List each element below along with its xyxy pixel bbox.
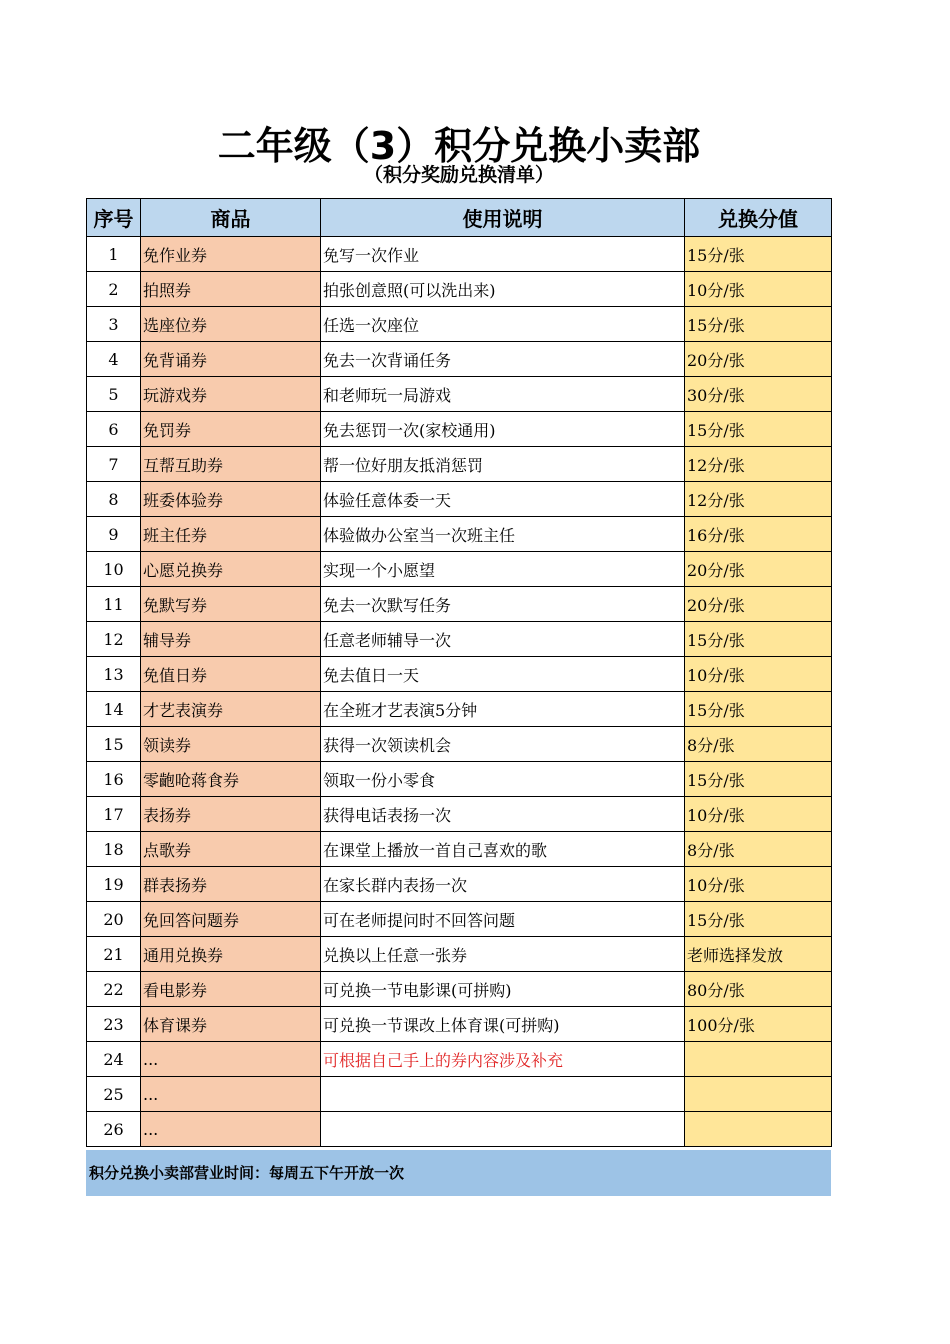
- item-name: 通用兑换券: [141, 937, 321, 972]
- item-description: 免去惩罚一次(家校通用): [321, 412, 685, 447]
- header-no: 序号: [87, 199, 141, 237]
- item-points: 15分/张: [685, 902, 832, 937]
- item-points: 100分/张: [685, 1007, 832, 1042]
- item-name: 免罚券: [141, 412, 321, 447]
- item-points: 12分/张: [685, 447, 832, 482]
- item-points: [685, 1042, 832, 1077]
- item-points: 15分/张: [685, 762, 832, 797]
- item-description: 领取一份小零食: [321, 762, 685, 797]
- item-name: 辅导券: [141, 622, 321, 657]
- table-row: [87, 412, 832, 447]
- row-number: 3: [87, 307, 141, 342]
- row-number: 20: [87, 902, 141, 937]
- table-row: [87, 902, 832, 937]
- item-description: 在课堂上播放一首自己喜欢的歌: [321, 832, 685, 867]
- item-description: 拍张创意照(可以洗出来): [321, 272, 685, 307]
- item-description: 任选一次座位: [321, 307, 685, 342]
- item-points: 15分/张: [685, 622, 832, 657]
- item-name: 互帮互助券: [141, 447, 321, 482]
- item-description: 在全班才艺表演5分钟: [321, 692, 685, 727]
- row-number: 7: [87, 447, 141, 482]
- row-number: 17: [87, 797, 141, 832]
- item-description: [321, 1077, 685, 1112]
- item-description: 免去一次默写任务: [321, 587, 685, 622]
- item-description: 兑换以上任意一张券: [321, 937, 685, 972]
- row-number: 11: [87, 587, 141, 622]
- item-name: 玩游戏券: [141, 377, 321, 412]
- row-number: 23: [87, 1007, 141, 1042]
- table-header-row: [87, 199, 832, 237]
- item-name: 领读券: [141, 727, 321, 762]
- row-number: 2: [87, 272, 141, 307]
- item-description: 免写一次作业: [321, 237, 685, 272]
- item-name: ...: [141, 1042, 321, 1077]
- row-number: 12: [87, 622, 141, 657]
- row-number: 22: [87, 972, 141, 1007]
- item-points: 15分/张: [685, 307, 832, 342]
- row-number: 15: [87, 727, 141, 762]
- row-number: 5: [87, 377, 141, 412]
- item-name: 体育课券: [141, 1007, 321, 1042]
- table-row: [87, 552, 832, 587]
- item-description: 体验任意体委一天: [321, 482, 685, 517]
- item-name: 点歌券: [141, 832, 321, 867]
- table-row: [87, 587, 832, 622]
- item-points: 20分/张: [685, 587, 832, 622]
- table-row: [87, 762, 832, 797]
- table-row: [87, 482, 832, 517]
- item-description: 在家长群内表扬一次: [321, 867, 685, 902]
- table-row: [87, 657, 832, 692]
- item-description: 可根据自己手上的券内容涉及补充: [321, 1042, 685, 1077]
- row-number: 6: [87, 412, 141, 447]
- item-description: 帮一位好朋友抵消惩罚: [321, 447, 685, 482]
- item-points: 20分/张: [685, 342, 832, 377]
- row-number: 1: [87, 237, 141, 272]
- table-row: [87, 1077, 832, 1112]
- item-points: [685, 1112, 832, 1147]
- item-points: 30分/张: [685, 377, 832, 412]
- item-name: 免值日券: [141, 657, 321, 692]
- table-row: [87, 1007, 832, 1042]
- item-name: 拍照券: [141, 272, 321, 307]
- table-row: [87, 237, 832, 272]
- item-points: 16分/张: [685, 517, 832, 552]
- item-points: 15分/张: [685, 237, 832, 272]
- item-points: 10分/张: [685, 657, 832, 692]
- table-row: [87, 447, 832, 482]
- item-points: 10分/张: [685, 272, 832, 307]
- item-description: 体验做办公室当一次班主任: [321, 517, 685, 552]
- row-number: 14: [87, 692, 141, 727]
- item-description: 可兑换一节课改上体育课(可拼购): [321, 1007, 685, 1042]
- row-number: 24: [87, 1042, 141, 1077]
- row-number: 26: [87, 1112, 141, 1147]
- item-name: 才艺表演券: [141, 692, 321, 727]
- page-subtitle: （积分奖励兑换清单）: [363, 164, 554, 186]
- row-number: 10: [87, 552, 141, 587]
- item-name: 免默写券: [141, 587, 321, 622]
- item-name: 表扬券: [141, 797, 321, 832]
- item-description: 获得电话表扬一次: [321, 797, 685, 832]
- item-points: 15分/张: [685, 412, 832, 447]
- row-number: 4: [87, 342, 141, 377]
- row-number: 9: [87, 517, 141, 552]
- item-description: 获得一次领读机会: [321, 727, 685, 762]
- header-item: 商品: [141, 199, 321, 237]
- table-row: [87, 832, 832, 867]
- item-points: 老师选择发放: [685, 937, 832, 972]
- item-points: [685, 1077, 832, 1112]
- business-hours-note: 积分兑换小卖部营业时间：每周五下午开放一次: [86, 1150, 831, 1196]
- table-row: [87, 1112, 832, 1147]
- item-name: 免背诵券: [141, 342, 321, 377]
- row-number: 19: [87, 867, 141, 902]
- item-name: 免回答问题券: [141, 902, 321, 937]
- item-points: 10分/张: [685, 867, 832, 902]
- row-number: 16: [87, 762, 141, 797]
- table-body: [87, 237, 832, 1147]
- item-description: 可兑换一节电影课(可拼购): [321, 972, 685, 1007]
- item-description: 和老师玩一局游戏: [321, 377, 685, 412]
- row-number: 21: [87, 937, 141, 972]
- item-points: 10分/张: [685, 797, 832, 832]
- table-row: [87, 1042, 832, 1077]
- table-row: [87, 342, 832, 377]
- exchange-table: [86, 198, 832, 1147]
- row-number: 13: [87, 657, 141, 692]
- table-row: [87, 517, 832, 552]
- item-description: 可在老师提问时不回答问题: [321, 902, 685, 937]
- row-number: 8: [87, 482, 141, 517]
- header-points: 兑换分值: [685, 199, 832, 237]
- item-points: 15分/张: [685, 692, 832, 727]
- item-description: 免去一次背诵任务: [321, 342, 685, 377]
- item-name: 群表扬券: [141, 867, 321, 902]
- item-name: ...: [141, 1077, 321, 1112]
- table-row: [87, 937, 832, 972]
- page-title: 二年级（3）积分兑换小卖部: [217, 124, 701, 168]
- item-description: 任意老师辅导一次: [321, 622, 685, 657]
- table-row: [87, 692, 832, 727]
- item-name: 班主任券: [141, 517, 321, 552]
- table-row: [87, 307, 832, 342]
- table-row: [87, 797, 832, 832]
- row-number: 25: [87, 1077, 141, 1112]
- item-points: 12分/张: [685, 482, 832, 517]
- item-description: [321, 1112, 685, 1147]
- header-desc: 使用说明: [321, 199, 685, 237]
- table-row: [87, 972, 832, 1007]
- item-name: 心愿兑换券: [141, 552, 321, 587]
- table-row: [87, 622, 832, 657]
- table-row: [87, 867, 832, 902]
- item-points: 8分/张: [685, 832, 832, 867]
- item-description: 免去值日一天: [321, 657, 685, 692]
- item-points: 20分/张: [685, 552, 832, 587]
- item-name: 选座位券: [141, 307, 321, 342]
- item-points: 8分/张: [685, 727, 832, 762]
- item-name: 班委体验券: [141, 482, 321, 517]
- item-name: ...: [141, 1112, 321, 1147]
- item-name: 免作业券: [141, 237, 321, 272]
- table-row: [87, 727, 832, 762]
- row-number: 18: [87, 832, 141, 867]
- table-row: [87, 272, 832, 307]
- item-points: 80分/张: [685, 972, 832, 1007]
- item-name: 看电影券: [141, 972, 321, 1007]
- item-name: 零齙呛蒋食券: [141, 762, 321, 797]
- item-description: 实现一个小愿望: [321, 552, 685, 587]
- table-row: [87, 377, 832, 412]
